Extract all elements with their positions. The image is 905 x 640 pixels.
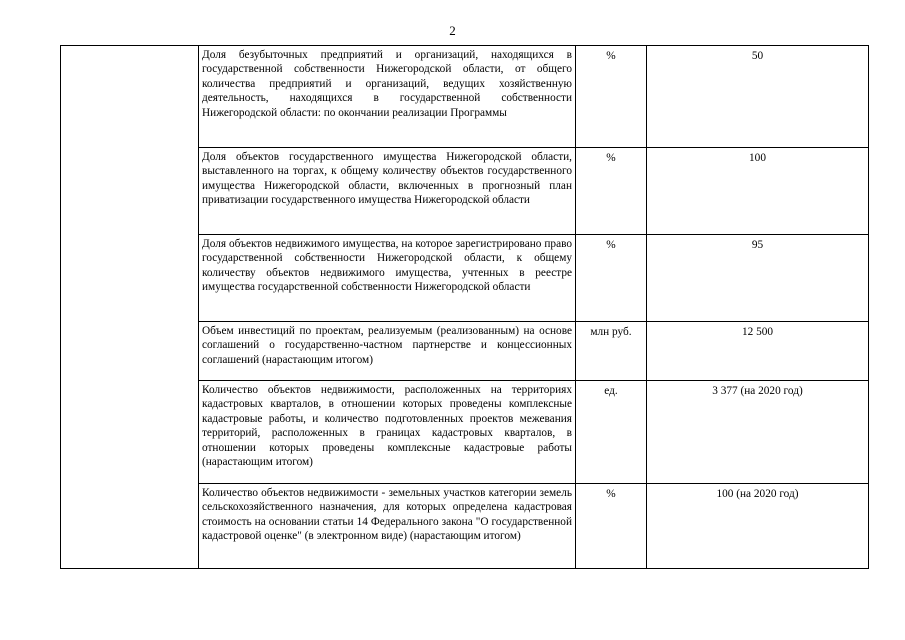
page-number: 2 xyxy=(449,23,456,38)
unit-cell: % xyxy=(576,148,647,235)
value-cell: 100 (на 2020 год) xyxy=(647,484,869,569)
value-cell: 100 xyxy=(647,148,869,235)
indicators-table xyxy=(60,45,869,569)
indicator-name-cell: Объем инвестиций по проектам, реализуемым (реализованным) на основе соглашений о государственно-частном партнерстве и концессионных соглашений (нарастающим итогом) xyxy=(199,322,576,381)
table-row xyxy=(61,46,869,148)
unit-cell: % xyxy=(576,46,647,148)
unit-cell: % xyxy=(576,484,647,569)
value-cell: 95 xyxy=(647,235,869,322)
indicator-name-cell: Доля безубыточных предприятий и организаций, находящихся в государственной собственности Нижегородской области, от общего количества предприятий и организаций, ведущих хозяйственную деятельность, находящихся в государственной собственности Нижегородской области: по окончании реализации Программы xyxy=(199,46,576,148)
value-cell: 3 377 (на 2020 год) xyxy=(647,381,869,484)
indicator-name-cell: Количество объектов недвижимости, расположенных на территориях кадастровых кварталов, в отношении которых проведены комплексные кадастровые работы, и количество подготовленных проектов межевания территорий, расположенных в границах кадастровых кварталов, в отношении которых проведены комплексные кадастровые работы (нарастающим итогом) xyxy=(199,381,576,484)
value-cell: 12 500 xyxy=(647,322,869,381)
unit-cell: % xyxy=(576,235,647,322)
indicator-name-cell: Количество объектов недвижимости - земельных участков категории земель сельскохозяйственного назначения, для которых определена кадастровая стоимость на основании статьи 14 Федерального закона "О государственной кадастровой оценке" (в электронном виде) (нарастающим итогом) xyxy=(199,484,576,569)
merged-empty-cell xyxy=(61,46,199,569)
indicator-name-cell: Доля объектов недвижимого имущества, на которое зарегистрировано право государственной собственности Нижегородской области, к общему количеству объектов недвижимого имущества, учтенных в реестре имущества государственной собственности Нижегородской области xyxy=(199,235,576,322)
unit-cell: ед. xyxy=(576,381,647,484)
indicator-name-cell: Доля объектов государственного имущества Нижегородской области, выставленного на торгах, к общему количеству объектов государственного имущества Нижегородской области, включенных в прогнозный план приватизации государственного имущества Нижегородской области xyxy=(199,148,576,235)
unit-cell: млн руб. xyxy=(576,322,647,381)
value-cell: 50 xyxy=(647,46,869,148)
